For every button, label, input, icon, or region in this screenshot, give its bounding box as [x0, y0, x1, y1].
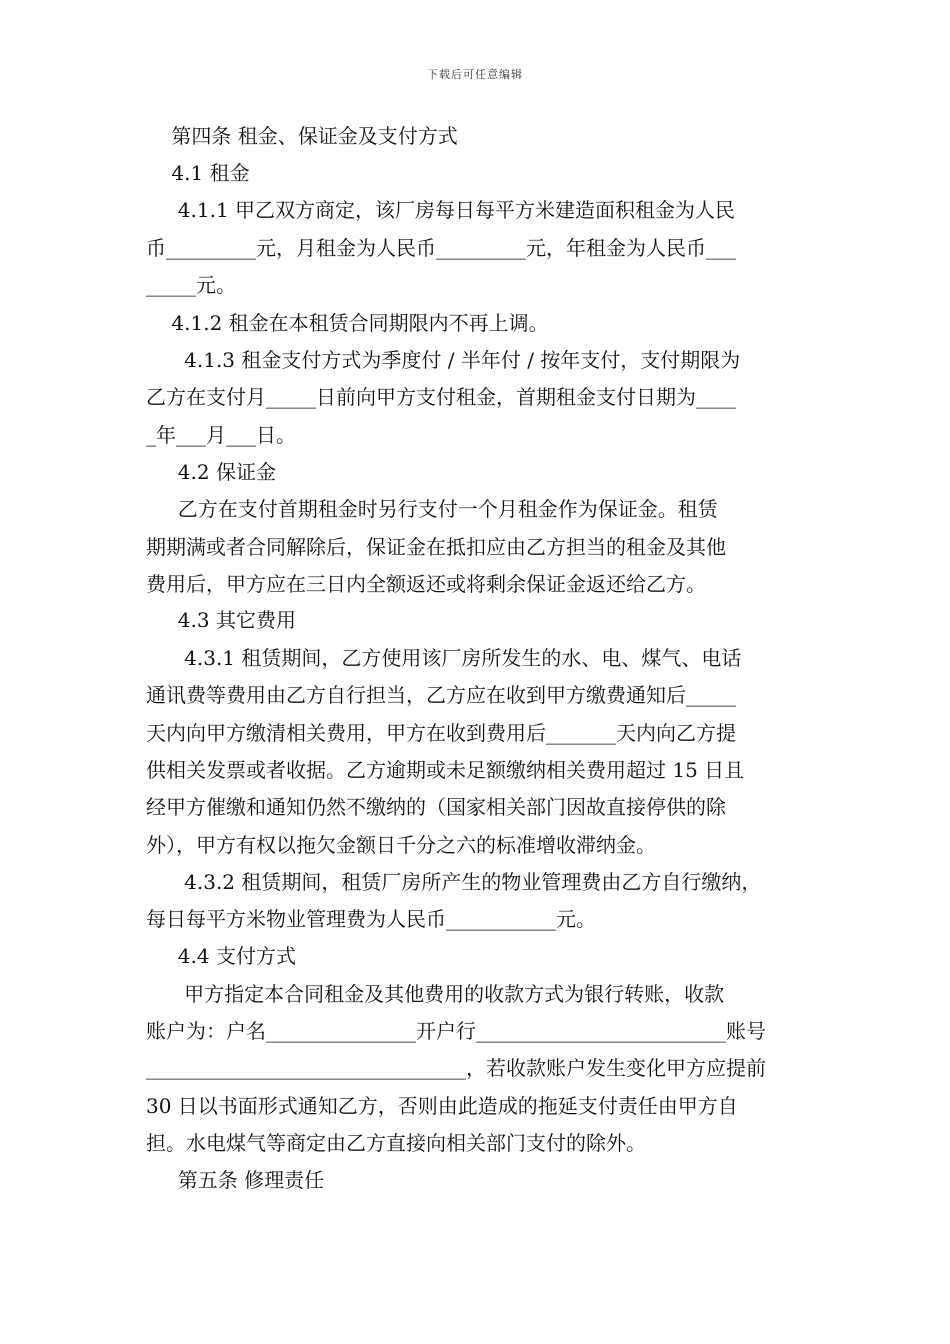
page-header-note: 下载后可任意编辑 [427, 68, 523, 81]
text-line: 30 日以书面形式通知乙方，否则由此造成的拖延支付责任由甲方自 [146, 1094, 738, 1118]
text-line: 乙方在支付首期租金时另行支付一个月租金作为保证金。租赁 [146, 497, 718, 521]
subsection-4-4: 4.4 支付方式 [146, 944, 296, 968]
text-line: 每日每平方米物业管理费为人民币___________元。 [146, 907, 596, 931]
subsection-4-1: 4.1 租金 [146, 161, 250, 185]
subsection-4-3: 4.3 其它费用 [146, 608, 296, 632]
clause-4-1-1: 4.1.1 甲乙双方商定，该厂房每日每平方米建造面积租金为人民 [146, 198, 736, 222]
text-line: ________________________________，若收款账户发生变化甲方应提前 [146, 1056, 766, 1080]
text-line: _____元。 [146, 273, 236, 297]
text-line: 乙方在支付月_____日前向甲方支付租金，首期租金支付日期为____ [146, 385, 736, 409]
text-line: 甲方指定本合同租金及其他费用的收款方式为银行转账，收款 [146, 982, 725, 1006]
text-line: 天内向甲方缴清相关费用，甲方在收到费用后_______天内向乙方提 [146, 721, 736, 745]
text-line: 经甲方催缴和通知仍然不缴纳的（国家相关部门因故直接停供的除 [146, 795, 726, 819]
text-line: 担。水电煤气等商定由乙方直接向相关部门支付的除外。 [146, 1131, 646, 1155]
clause-4-3-1: 4.3.1 租赁期间，乙方使用该厂房所发生的水、电、煤气、电话 [146, 646, 742, 670]
text-line: 费用后，甲方应在三日内全额返还或将剩余保证金返还给乙方。 [146, 572, 706, 596]
text-line: 期期满或者合同解除后，保证金在抵扣应由乙方担当的租金及其他 [146, 535, 726, 559]
text-line: 供相关发票或者收据。乙方逾期或未足额缴纳相关费用超过 15 日且 [146, 758, 745, 782]
text-line: _年___月___日。 [146, 423, 296, 447]
text-line: 通讯费等费用由乙方自行担当，乙方应在收到甲方缴费通知后_____ [146, 683, 736, 707]
clause-4-1-3: 4.1.3 租金支付方式为季度付 / 半年付 / 按年支付，支付期限为 [146, 348, 741, 372]
text-line: 外），甲方有权以拖欠金额日千分之六的标准增收滞纳金。 [146, 833, 656, 857]
subsection-4-2: 4.2 保证金 [146, 460, 276, 484]
text-line: 币_________元，月租金为人民币_________元，年租金为人民币___ [146, 236, 736, 260]
clause-4-1-2: 4.1.2 租金在本租赁合同期限内不再上调。 [146, 311, 549, 335]
section-heading-5: 第五条 修理责任 [146, 1168, 325, 1192]
clause-4-3-2: 4.3.2 租赁期间，租赁厂房所产生的物业管理费由乙方自行缴纳， [146, 870, 762, 894]
text-line: 账户为：户名_______________开户行_________________________账号 [146, 1019, 766, 1043]
section-heading-4: 第四条 租金、保证金及支付方式 [146, 124, 458, 148]
